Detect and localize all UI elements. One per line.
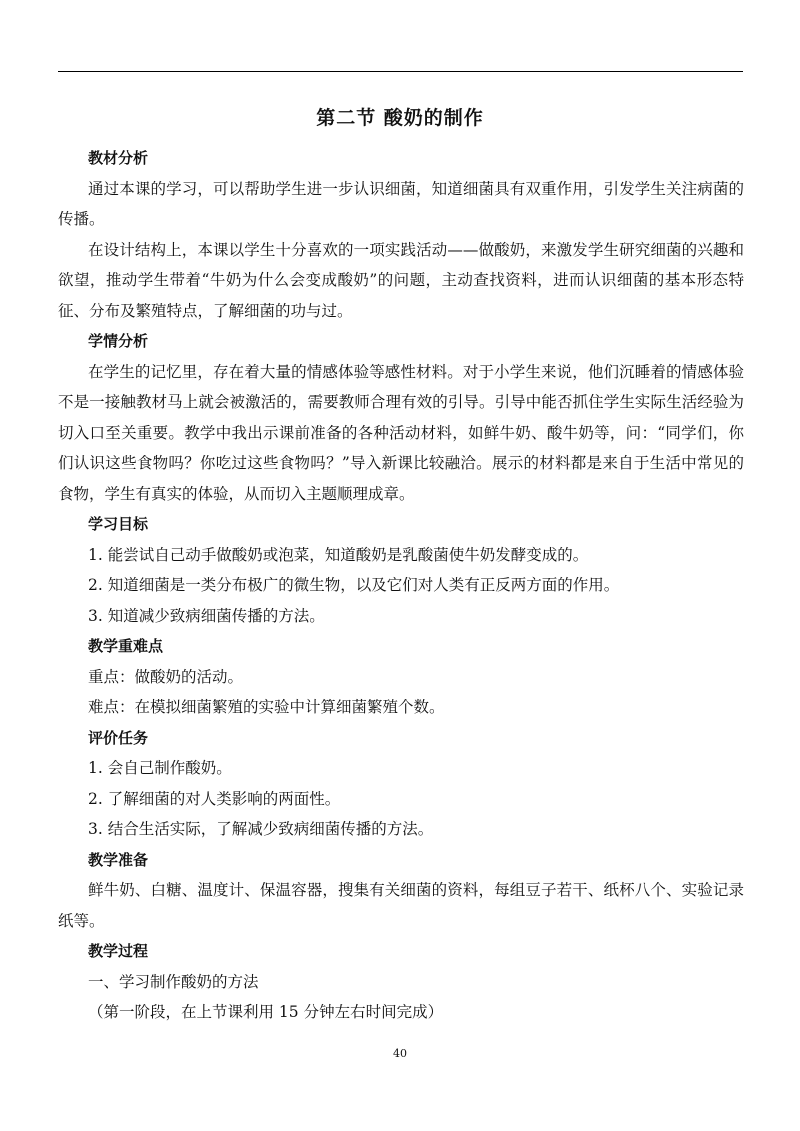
- list-item: （第一阶段，在上节课利用 15 分钟左右时间完成）: [88, 1003, 444, 1021]
- list-item: 难点：在模拟细菌繁殖的实验中计算细菌繁殖个数。: [88, 698, 445, 716]
- list-item: 3. 结合生活实际，了解减少致病细菌传播的方法。: [88, 820, 434, 838]
- section-heading-textbook-analysis: 教材分析: [88, 149, 149, 167]
- list-item: 1. 会自己制作酸奶。: [88, 759, 232, 777]
- paragraph: 在学生的记忆里，存在着大量的情感体验等感性材料。对于小学生来说，他们沉睡着的情感体验不是一接触教材马上就会被激活的，需要教师合理有效的引导。引导中能否抓住学生实际生活经验为切入口至关重要。教学中我出示课前准备的各种活动材料，如鲜牛奶、酸牛奶等，问：“同学们，你们认识这些食物吗？你吃过这些食物吗？”导入新课比较融洽。展示的材料都是来自于生活中常见的食物，学生有真实的体验，从而切入主题顺理成章。: [58, 362, 744, 503]
- list-item: 重点：做酸奶的活动。: [88, 667, 244, 686]
- list-item: 一、学习制作酸奶的方法: [88, 972, 259, 991]
- paragraph: 鲜牛奶、白糖、温度计、保温容器，搜集有关细菌的资料，每组豆子若干、纸杯八个、实验记录纸等。: [58, 881, 744, 930]
- section-heading-learner-analysis: 学情分析: [88, 332, 149, 350]
- section-heading-learning-goals: 学习目标: [88, 515, 149, 533]
- list-item: 3. 知道减少致病细菌传播的方法。: [88, 606, 325, 625]
- section-heading-teaching-process: 教学过程: [88, 942, 149, 960]
- section-heading-evaluation-tasks: 评价任务: [88, 728, 149, 747]
- paragraph: 通过本课的学习，可以帮助学生进一步认识细菌，知道细菌具有双重作用，引发学生关注病菌的传播。: [58, 179, 744, 228]
- section-heading-key-points: 教学重难点: [88, 637, 164, 655]
- section-heading-preparation: 教学准备: [88, 850, 149, 869]
- list-item: 2. 知道细菌是一类分布极广的微生物，以及它们对人类有正反两方面的作用。: [88, 576, 620, 594]
- paragraph: 在设计结构上，本课以学生十分喜欢的一项实践活动——做酸奶，来激发学生研究细菌的兴趣和欲望，推动学生带着“牛奶为什么会变成酸奶”的问题，主动查找资料，进而认识细菌的基本形态特征、分布及繁殖特点，了解细菌的功与过。: [58, 240, 744, 320]
- header-rule: [58, 71, 743, 72]
- list-item: 2. 了解细菌的对人类影响的两面性。: [88, 789, 341, 808]
- list-item: 1. 能尝试自己动手做酸奶或泡菜，知道酸奶是乳酸菌使牛奶发酵变成的。: [88, 545, 589, 564]
- document-body: [58, 143, 744, 1028]
- page-title: 第二节 酸奶的制作: [316, 107, 484, 129]
- page-number: 40: [393, 1047, 407, 1060]
